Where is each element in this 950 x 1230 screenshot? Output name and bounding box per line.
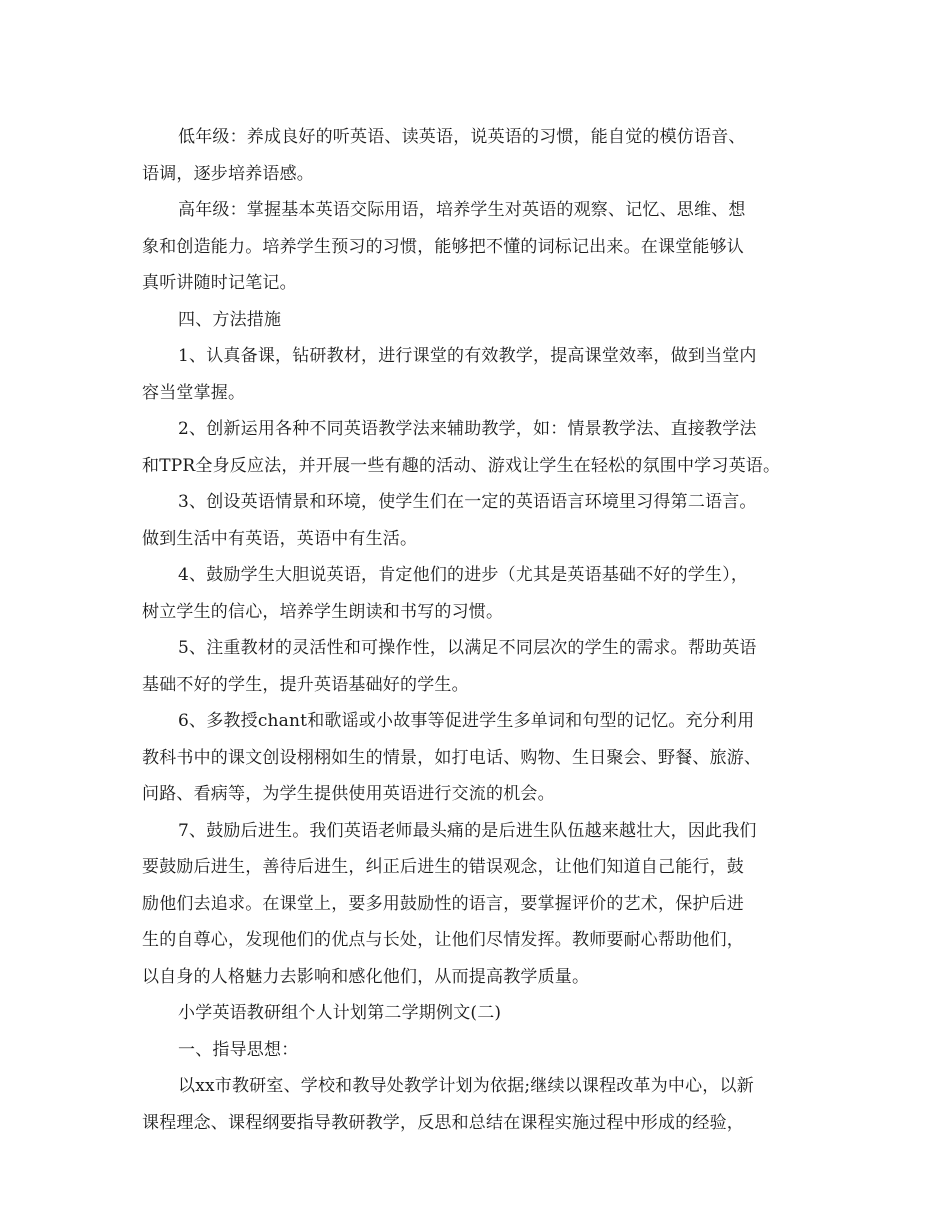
- text-line: 树立学生的信心，培养学生朗读和书写的习惯。: [142, 601, 504, 622]
- text-line: 4、鼓励学生大胆说英语，肯定他们的进步（尤其是英语基础不好的学生），: [178, 565, 749, 585]
- text-line: 真听讲随时记笔记。: [142, 273, 297, 293]
- text-line: 7、鼓励后进生。我们英语老师最头痛的是后进生队伍越来越壮大，因此我们: [178, 820, 757, 841]
- text-line: 2、创新运用各种不同英语教学法来辅助教学，如：情景教学法、直接教学法: [178, 419, 757, 439]
- text-line: 低年级：养成良好的听英语、读英语，说英语的习惯，能自觉的模仿语音、: [178, 127, 746, 147]
- text-line: 以自身的人格魅力去影响和感化他们，从而提高教学质量。: [142, 966, 590, 987]
- text-line: 语调，逐步培养语感。: [142, 163, 314, 184]
- text-line: 6、多教授chant和歌谣或小故事等促进学生多单词和句型的记忆。充分利用: [178, 711, 755, 731]
- text-line: 教科书中的课文创设栩栩如生的情景，如打电话、购物、生日聚会、野餐、旅游、: [142, 747, 762, 768]
- text-line: 一、指导思想：: [178, 1039, 299, 1060]
- text-line: 四、方法措施: [178, 309, 282, 330]
- text-line: 要鼓励后进生，善待后进生，纠正后进生的错误观念，让他们知道自己能行，鼓: [142, 857, 744, 877]
- text-line: 励他们去追求。在课堂上，要多用鼓励性的语言，要掌握评价的艺术，保护后进: [142, 893, 744, 914]
- text-line: 5、注重教材的灵活性和可操作性，以满足不同层次的学生的需求。帮助英语: [178, 638, 757, 658]
- text-line: 小学英语教研组个人计划第二学期例文(二): [178, 1003, 502, 1023]
- text-line: 3、创设英语情景和环境，使学生们在一定的英语语言环境里习得第二语言。: [178, 492, 757, 512]
- text-line: 和TPR全身反应法，并开展一些有趣的活动、游戏让学生在轻松的氛围中学习英语。: [142, 455, 781, 476]
- text-line: 象和创造能力。培养学生预习的习惯，能够把不懂的词标记出来。在课堂能够认: [142, 236, 744, 257]
- text-line: 1、认真备课，钻研教材，进行课堂的有效教学，提高课堂效率，做到当堂内: [178, 346, 757, 366]
- document-body: [142, 119, 832, 1141]
- text-line: 课程理念、课程纲要指导教研教学，反思和总结在课程实施过程中形成的经验，: [142, 1112, 744, 1133]
- text-line: 做到生活中有英语，英语中有生活。: [142, 528, 418, 549]
- text-line: 高年级：掌握基本英语交际用语，培养学生对英语的观察、记忆、思维、想: [178, 200, 746, 220]
- text-line: 基础不好的学生，提升英语基础好的学生。: [142, 674, 469, 695]
- text-line: 容当堂掌握。: [142, 382, 246, 403]
- text-line: 问路、看病等，为学生提供使用英语进行交流的机会。: [142, 784, 555, 804]
- text-line: 生的自尊心，发现他们的优点与长处，让他们尽情发挥。教师要耐心帮助他们，: [142, 930, 744, 950]
- text-line: 以xx市教研室、学校和教导处教学计划为依据;继续以课程改革为中心，以新: [178, 1076, 754, 1096]
